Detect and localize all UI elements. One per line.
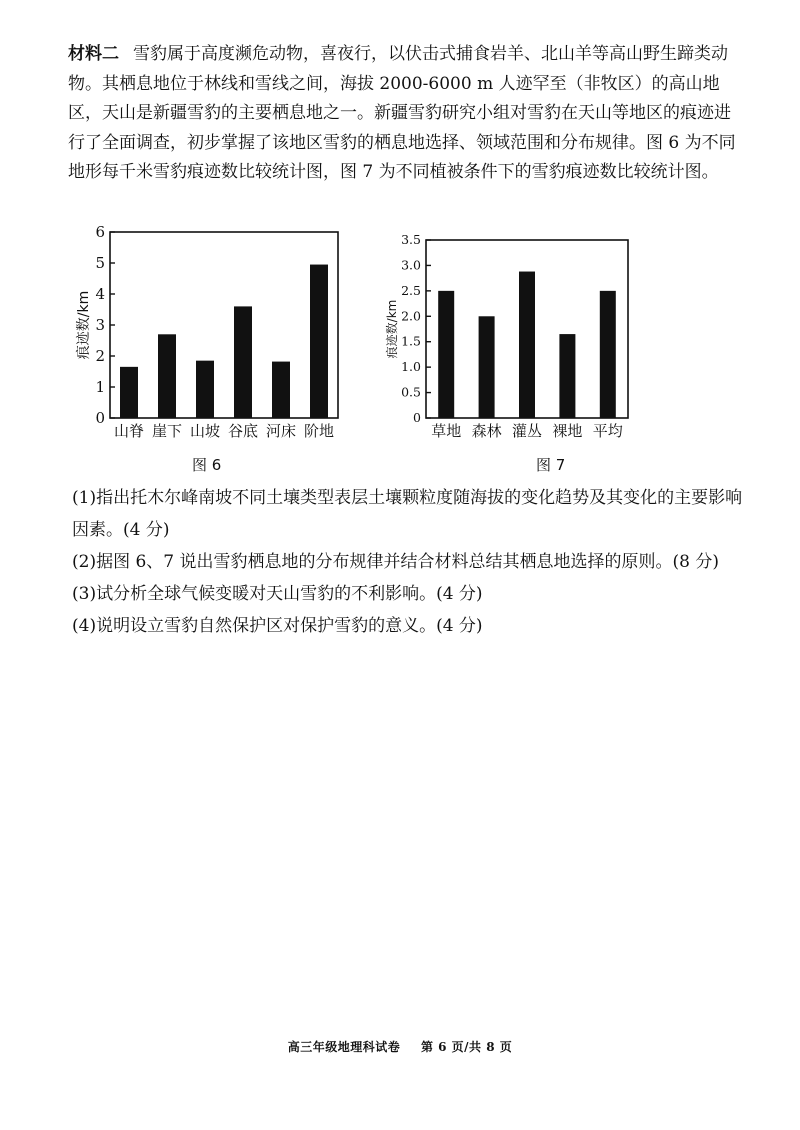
category-label: 崖下	[151, 422, 183, 440]
question-1: (1)指出托木尔峰南坡不同土壤类型表层土壤颗粒度随海拔的变化趋势及其变化的主要影响因素。(4 分)	[72, 488, 743, 540]
category-label: 山坡	[189, 422, 221, 440]
category-label: 谷底	[227, 422, 259, 440]
category-label: 平均	[592, 422, 623, 440]
y-tick-label: 2.0	[401, 308, 421, 324]
bar	[600, 291, 616, 418]
figure-6-caption: 图 6	[192, 456, 222, 474]
bar	[479, 316, 495, 418]
question-4: (4)说明设立雪豹自然保护区对保护雪豹的意义。(4 分)	[72, 616, 483, 636]
bar	[234, 306, 252, 418]
category-label: 阶地	[303, 422, 335, 440]
figure-6	[56, 222, 352, 482]
y-tick-label: 3.0	[401, 257, 421, 273]
bar	[196, 361, 214, 418]
y-tick-label: 2.5	[401, 282, 421, 298]
footer-course: 高三年级地理科试卷	[287, 1040, 401, 1054]
figure-7-caption: 图 7	[536, 456, 566, 474]
material-text: 雪豹属于高度濒危动物，喜夜行，以伏击式捕食岩羊、北山羊等高山野生蹄类动物。其栖息地位于林线和雪线之间，海拔 2000-6000 m 人迹罕至（非牧区）的高山地区，天山是新疆雪豹的主要栖息地之一。新疆雪豹研究小组对雪豹在天山等地区的痕迹进行了全面调查，初步掌握了该地区雪豹的栖息地选择、领域范围和分布规律。图 6 为不同地形每千米雪豹痕迹数比较统计图，图 7 为不同植被条件下的雪豹痕迹数比较统计图。	[68, 44, 736, 182]
figure-7	[376, 228, 646, 482]
bar	[120, 367, 138, 418]
bar	[438, 291, 454, 418]
figure-6-bar-chart	[56, 222, 352, 448]
y-tick-label: 0	[95, 409, 105, 427]
y-tick-label: 6	[95, 223, 105, 241]
plot-frame	[110, 232, 338, 418]
y-axis-label: 痕迹数/km	[385, 299, 399, 359]
bar	[158, 334, 176, 418]
category-label: 草地	[431, 422, 462, 440]
category-label: 河床	[265, 422, 297, 440]
y-tick-label: 3.5	[401, 232, 421, 247]
y-axis-label: 痕迹数/km	[76, 290, 92, 360]
y-tick-label: 1.5	[401, 333, 421, 349]
y-tick-label: 2	[95, 347, 105, 365]
y-tick-label: 3	[95, 316, 105, 334]
page-footer	[0, 1038, 800, 1055]
footer-page-number: 第 6 页/共 8 页	[420, 1040, 513, 1054]
y-tick-label: 4	[95, 285, 105, 303]
category-label: 灌丛	[511, 422, 543, 440]
bar	[310, 265, 328, 418]
category-label: 森林	[471, 422, 502, 440]
figure-7-bar-chart	[376, 228, 646, 448]
question-list	[72, 482, 752, 642]
question-2: (2)据图 6、7 说出雪豹栖息地的分布规律并结合材料总结其栖息地选择的原则。(8 分)	[72, 552, 720, 572]
category-label: 裸地	[552, 422, 583, 440]
y-tick-label: 1.0	[401, 359, 421, 375]
y-tick-label: 0.5	[401, 384, 421, 400]
y-tick-label: 1	[95, 378, 105, 396]
question-3: (3)试分析全球气候变暖对天山雪豹的不利影响。(4 分)	[72, 584, 483, 604]
bar	[559, 334, 575, 418]
material-paragraph	[68, 40, 744, 188]
material-label: 材料二	[68, 44, 119, 64]
category-label: 山脊	[113, 422, 145, 440]
y-tick-label: 5	[95, 254, 105, 272]
bar	[519, 272, 535, 418]
bar	[272, 362, 290, 418]
y-tick-label: 0	[413, 410, 421, 425]
